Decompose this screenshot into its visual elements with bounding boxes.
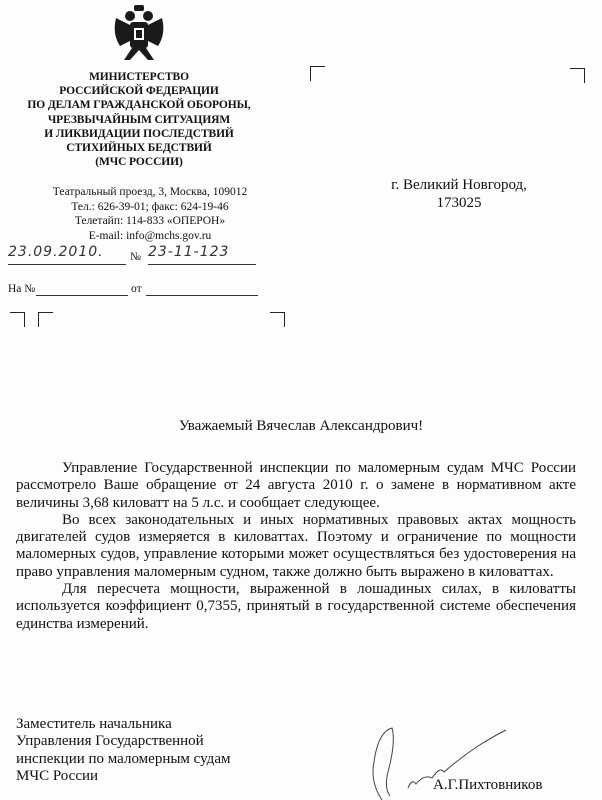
contact-phone-fax: Тел.: 626-39-01; факс: 624-19-46	[71, 200, 229, 213]
greeting: Уважаемый Вячеслав Александрович!	[178, 418, 424, 434]
recipient-address	[370, 176, 548, 212]
registration-number-label: №	[130, 251, 141, 263]
contact-email: E-mail: info@mchs.gov.ru	[88, 229, 212, 242]
corner-mark	[38, 312, 53, 327]
signee-name: А.Г.Пихтовников	[433, 777, 543, 793]
recipient-city: г. Великий Новгород,	[391, 177, 527, 193]
corner-mark	[570, 68, 585, 83]
body-paragraph: Управление Государственной инспекции по маломерным судам МЧС России рассмотрело Ваше обращение от 24 августа 2010 г. о замене в нормативном акте величины 3,68 киловатт на 5 л.с. и сообщает следующее.	[16, 460, 576, 511]
ministry-line: СТИХИЙНЫХ БЕДСТВИЙ	[66, 142, 212, 155]
position-line: Управления Государственной	[16, 733, 204, 750]
contact-address: Театральный проезд, 3, Москва, 109012	[52, 186, 248, 198]
reference-from-label: от	[131, 283, 142, 295]
contact-teletype: Телетайп: 114-833 «ОПЕРОН»	[74, 215, 226, 228]
state-emblem-icon	[110, 4, 168, 66]
letter-body	[16, 460, 576, 633]
ministry-line: И ЛИКВИДАЦИИ ПОСЛЕДСТВИЙ	[44, 127, 234, 140]
corner-mark	[310, 66, 325, 81]
ministry-line: ЧРЕЗВЫЧАЙНЫМ СИТУАЦИЯМ	[47, 113, 231, 126]
ministry-line: МИНИСТЕРСТВО	[89, 71, 189, 83]
recipient-postal-code: 173025	[436, 195, 482, 211]
reference-date-blank	[146, 295, 258, 296]
body-paragraph: Во всех законодательных и иных нормативных правовых актах мощность двигателей судов измеряется в киловаттах. Поэтому и ограничение по мощности маломерных судов, управление которыми может осуществляться без удостоверения на право управления маломерным судном, также должно быть выражено в киловаттах.	[16, 511, 576, 580]
position-line: инспекции по маломерным судам	[16, 750, 231, 767]
ministry-line: РОССИЙСКОЙ ФЕДЕРАЦИИ	[59, 85, 219, 98]
position-line: Заместитель начальника	[16, 716, 172, 732]
ministry-line: ПО ДЕЛАМ ГРАЖДАНСКОЙ ОБОРОНЫ,	[27, 99, 251, 112]
registration-number: 23-11-123	[148, 244, 256, 265]
reference-number-label: На №	[8, 283, 36, 295]
reference-number-blank	[36, 295, 128, 296]
position-line: МЧС России	[16, 767, 99, 784]
ministry-line: (МЧС РОССИИ)	[95, 156, 183, 169]
body-paragraph: Для пересчета мощности, выраженной в лошадиных силах, в киловатты используется коэффициент 0,7355, принятый в государственной системе обеспечения единства измерений.	[16, 581, 576, 632]
signer-position	[16, 716, 230, 785]
ministry-name	[0, 70, 278, 169]
corner-mark	[270, 312, 285, 327]
corner-mark	[10, 312, 25, 327]
ministry-contacts	[0, 185, 300, 243]
registration-date: 23.09.2010.	[8, 244, 126, 265]
